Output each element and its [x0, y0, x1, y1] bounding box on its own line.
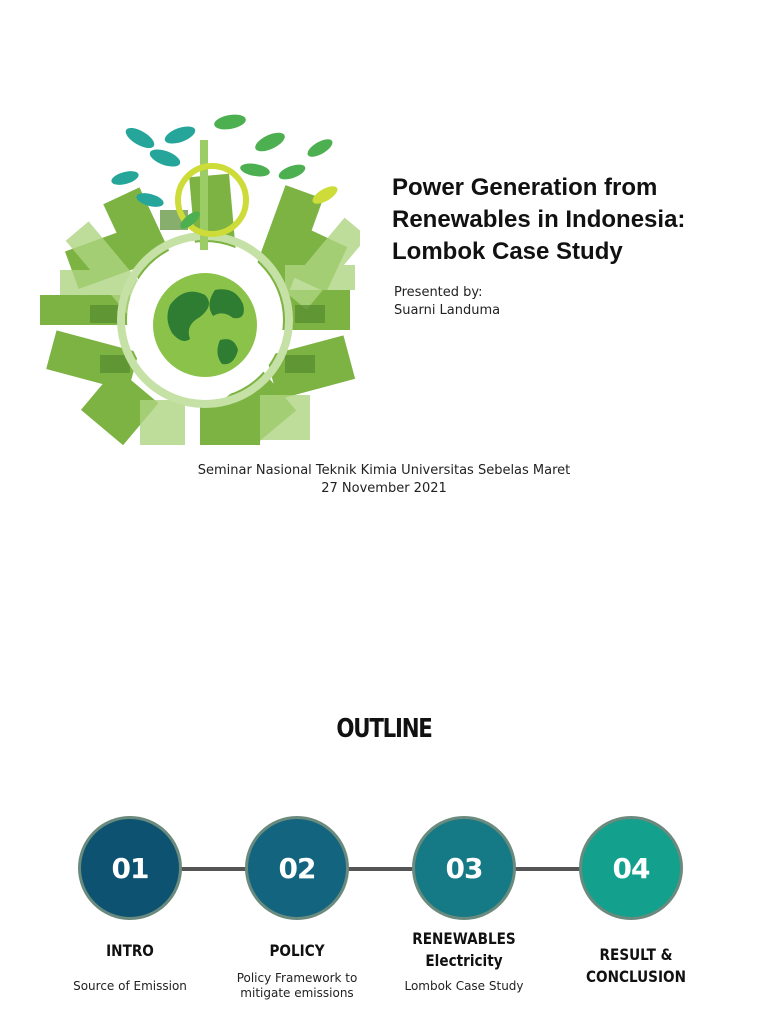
outline-slide	[0, 660, 768, 1024]
step-number: 04	[612, 851, 650, 885]
step-circle-03	[412, 816, 516, 920]
step-title-line: CONCLUSION	[586, 967, 686, 986]
connector-line	[515, 867, 585, 871]
title-line: Lombok Case Study	[392, 238, 623, 265]
step-title-policy	[233, 940, 361, 962]
step-circle-02	[245, 816, 349, 920]
presented-by-label: Presented by:	[394, 285, 483, 300]
title-line: Renewables in Indonesia:	[392, 206, 686, 233]
step-title-result	[572, 944, 700, 988]
event-name: Seminar Nasional Teknik Kimia Universitas Sebelas Maret	[197, 463, 571, 478]
connector-line	[180, 867, 250, 871]
step-title-line: RESULT &	[599, 945, 673, 964]
event-date: 27 November 2021	[321, 481, 447, 496]
step-title-intro	[66, 940, 194, 962]
event-info	[0, 462, 768, 498]
presentation-title	[392, 172, 752, 268]
step-number: 02	[278, 851, 316, 885]
step-circle-04	[579, 816, 683, 920]
title-line: Power Generation from	[392, 174, 658, 201]
outline-heading: OUTLINE	[336, 714, 432, 744]
presenter-name: Suarni Landuma	[394, 303, 501, 318]
step-title-line: RENEWABLES	[412, 929, 516, 948]
step-title-renewables	[400, 928, 528, 972]
step-subtitle: Policy Framework to mitigate emissions	[236, 971, 358, 1000]
step-number: 03	[445, 851, 483, 885]
step-circle-01	[78, 816, 182, 920]
green-city-globe-illustration	[30, 100, 360, 445]
step-number: 01	[111, 851, 149, 885]
step-title-line: Electricity	[425, 951, 503, 970]
step-title-line: INTRO	[106, 941, 154, 960]
step-title-line: POLICY	[269, 941, 325, 960]
step-subtitle: Lombok Case Study	[404, 979, 524, 993]
presenter-block	[394, 284, 500, 320]
connector-line	[348, 867, 418, 871]
step-subtitle: Source of Emission	[73, 979, 187, 993]
